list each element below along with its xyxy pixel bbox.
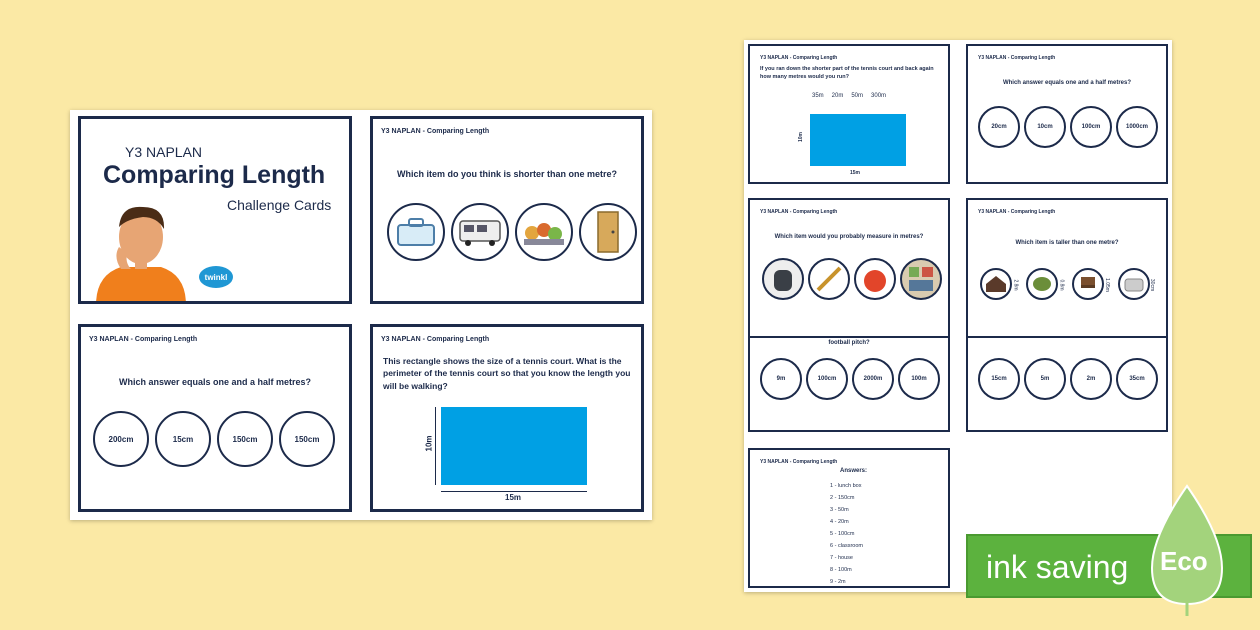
chair-icon[interactable] (1072, 268, 1104, 300)
card-tag: Y3 NAPLAN - Comparing Length (978, 209, 1056, 215)
toaster-icon[interactable] (1118, 268, 1150, 300)
answer-option[interactable]: 200cm (93, 411, 149, 467)
card-length-options[interactable] (966, 336, 1168, 432)
cover-subtitle-top: Y3 NAPLAN (125, 144, 203, 160)
card-question: This rectangle shows the size of a tennis court. What is the perimeter of the tennis court so that you know the length you will be walking? (383, 356, 631, 391)
answers-card[interactable] (748, 448, 950, 588)
classroom-icon[interactable] (900, 258, 942, 300)
answer-item: 1 - lunch box (830, 483, 862, 489)
width-label: 15m (505, 493, 522, 502)
card-question-tail: football pitch? (828, 340, 870, 346)
answer-option[interactable]: 100m (898, 358, 940, 400)
backpack-icon[interactable] (762, 258, 804, 300)
answer-option[interactable]: 100cm (806, 358, 848, 400)
card-shorter-than-metre[interactable] (370, 116, 644, 304)
answer-option[interactable]: 15cm (155, 411, 211, 467)
apple-icon[interactable] (854, 258, 896, 300)
card-one-and-half-metres[interactable] (78, 324, 352, 512)
card-tennis-court-perimeter[interactable] (370, 324, 644, 512)
tennis-court-rectangle (810, 114, 906, 166)
tennis-court-rectangle (441, 407, 587, 485)
choice[interactable]: 35m (812, 93, 824, 99)
answer-option[interactable]: 150cm (217, 411, 273, 467)
card-football-pitch[interactable] (748, 336, 950, 432)
bus-icon[interactable] (451, 203, 509, 261)
card-question: Which item is taller than one metre? (1015, 240, 1119, 246)
height-label: 0.8m (1058, 279, 1065, 291)
answer-option[interactable]: 15cm (978, 358, 1020, 400)
ink-saving-label: ink saving (986, 549, 1129, 585)
answers-heading: Answers: (840, 468, 868, 474)
height-arrow (435, 407, 436, 485)
card-tag: Y3 NAPLAN - Comparing Length (89, 336, 198, 343)
cover-title: Comparing Length (103, 161, 326, 189)
height-label: 10m (424, 435, 434, 452)
card-shorter-side-run[interactable] (748, 44, 950, 184)
width-label: 15m (850, 170, 861, 176)
choice[interactable]: 300m (871, 93, 887, 99)
right-sheet (744, 40, 1172, 592)
card-taller-than-metre[interactable] (966, 198, 1168, 338)
cover-subtitle: Challenge Cards (227, 197, 332, 213)
choices-row (812, 93, 886, 99)
card-question: Which item do you think is shorter than one metre? (396, 169, 618, 179)
answer-item: 4 - 20m (830, 519, 849, 525)
choice[interactable]: 20m (831, 93, 844, 99)
width-arrow (441, 491, 587, 492)
vegetables-icon[interactable] (515, 203, 573, 261)
answers-list (830, 480, 863, 588)
card-question: Which answer equals one and a half metres? (118, 377, 312, 387)
answer-option[interactable]: 2000m (852, 358, 894, 400)
cover-card[interactable] (78, 116, 352, 304)
answer-item: 9 - 2m (830, 579, 846, 585)
answer-option[interactable]: 150cm (279, 411, 335, 467)
answer-option[interactable]: 100cm (1070, 106, 1112, 148)
answer-item: 2 - 150cm (830, 495, 855, 501)
answer-item: 3 - 50m (830, 507, 849, 513)
plant-icon[interactable] (1026, 268, 1058, 300)
height-label: 30cm (1149, 278, 1156, 292)
answer-item: 7 - house (830, 555, 853, 561)
answer-option[interactable]: 2m (1070, 358, 1112, 400)
card-tag: Y3 NAPLAN - Comparing Length (978, 55, 1056, 61)
answer-option[interactable]: 35cm (1116, 358, 1158, 400)
answer-option[interactable]: 5m (1024, 358, 1066, 400)
choice[interactable]: 50m (851, 93, 864, 99)
answer-item: 8 - 100m (830, 567, 852, 573)
card-tag: Y3 NAPLAN - Comparing Length (381, 128, 490, 135)
twinkl-logo: twinkl (199, 266, 233, 288)
height-label: 10m (798, 131, 805, 143)
card-one-and-half-metres-small[interactable] (966, 44, 1168, 184)
answer-option[interactable]: 20cm (978, 106, 1020, 148)
card-question: Which answer equals one and a half metres? (1002, 80, 1132, 86)
door-icon[interactable] (579, 203, 637, 261)
card-question: If you ran down the shorter part of the tennis court and back again how many metres would you run? (760, 66, 934, 80)
answer-option[interactable]: 9m (760, 358, 802, 400)
left-sheet (70, 110, 652, 520)
card-tag: Y3 NAPLAN - Comparing Length (760, 459, 838, 465)
house-icon[interactable] (980, 268, 1012, 300)
pencil-icon[interactable] (808, 258, 850, 300)
lunchbox-icon[interactable] (387, 203, 445, 261)
eco-badge-label: Eco (1160, 546, 1208, 576)
answer-item: 5 - 100cm (830, 531, 855, 537)
height-label: 1.05m (1103, 278, 1110, 292)
card-tag: Y3 NAPLAN - Comparing Length (760, 209, 838, 215)
answer-option[interactable]: 10cm (1024, 106, 1066, 148)
answer-option[interactable]: 1000cm (1116, 106, 1158, 148)
card-measure-in-metres[interactable] (748, 198, 950, 338)
boy-illustration (91, 197, 191, 304)
answer-item: 6 - classroom (830, 543, 864, 549)
card-tag: Y3 NAPLAN - Comparing Length (760, 55, 838, 61)
card-question: Which item would you probably measure in metres? (774, 234, 924, 240)
card-tag: Y3 NAPLAN - Comparing Length (381, 336, 490, 343)
height-label: 2.8m (1012, 279, 1019, 291)
